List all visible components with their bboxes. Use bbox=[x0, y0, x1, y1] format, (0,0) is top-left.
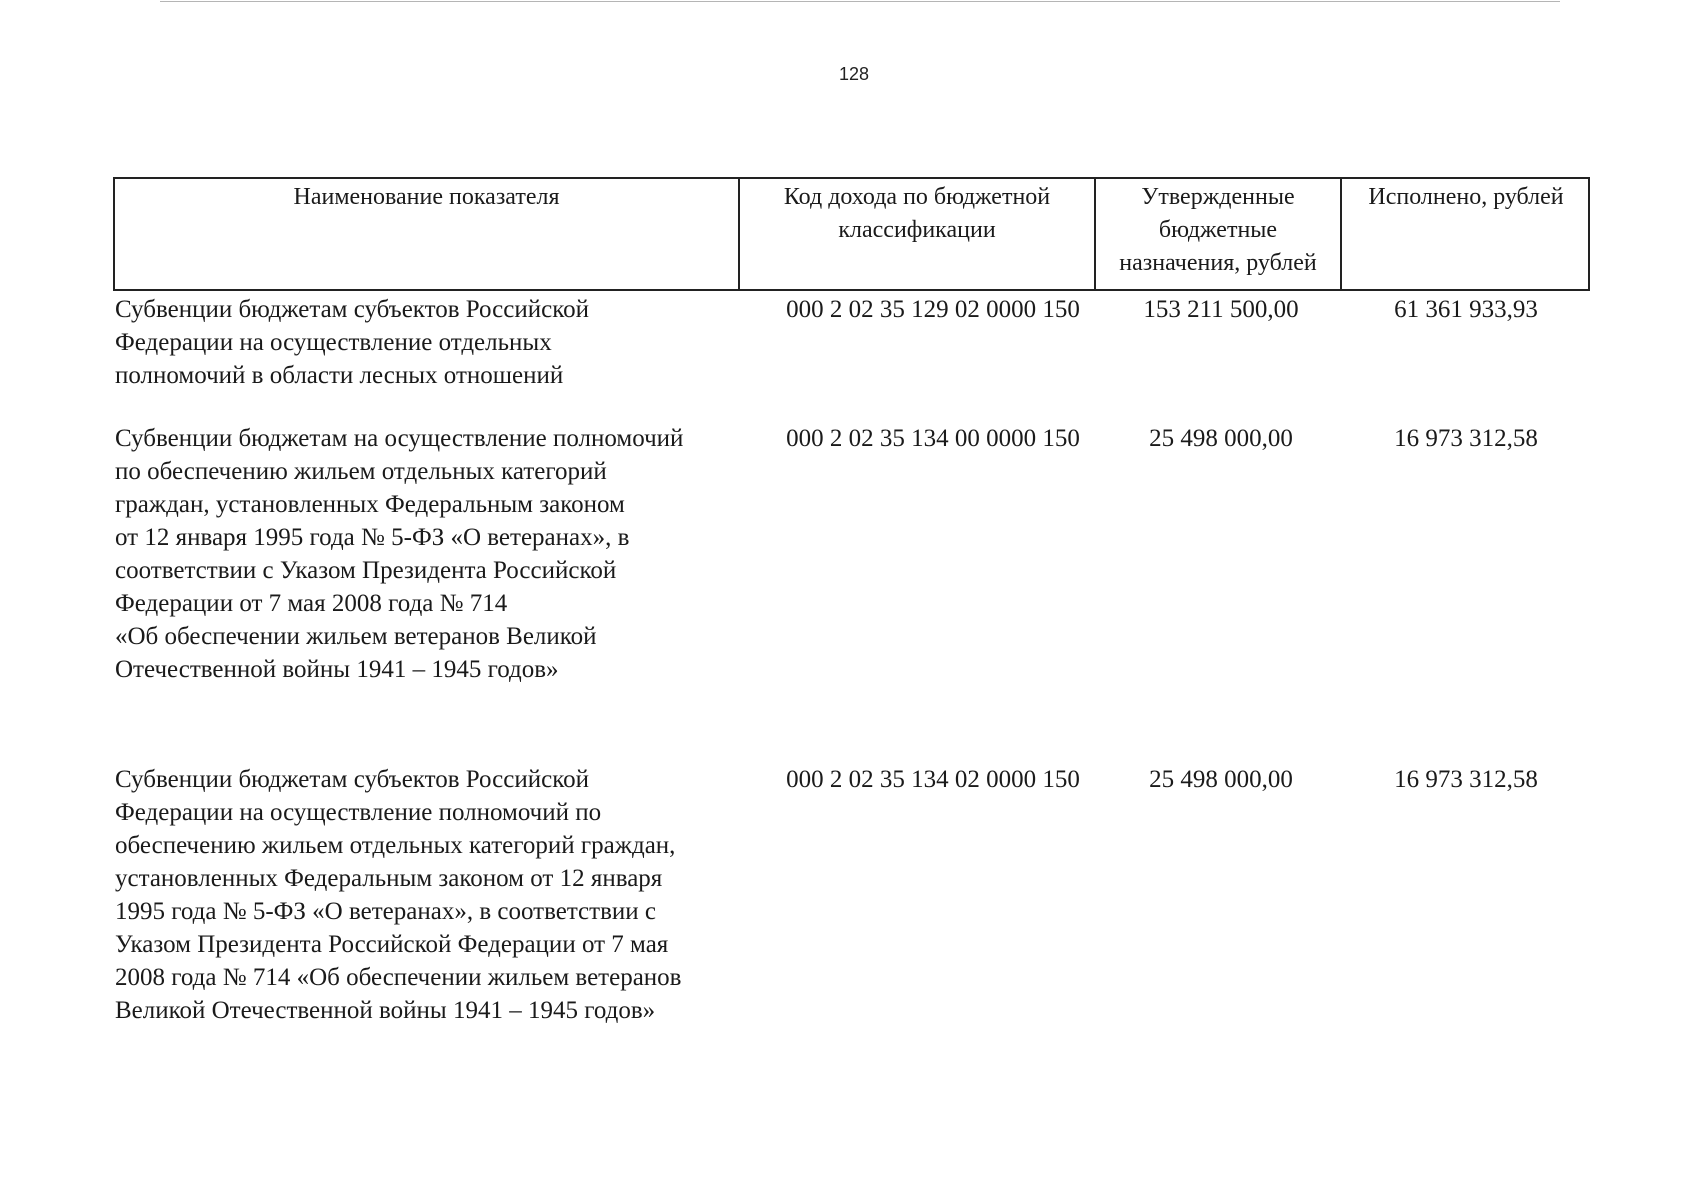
header-income-code-label: Код дохода по бюджетной классификации bbox=[783, 184, 1051, 243]
header-approved-budget bbox=[1096, 179, 1342, 289]
row-approved-amount: 25 498 000,00 bbox=[1149, 766, 1293, 793]
row-executed-amount: 16 973 312,58 bbox=[1394, 766, 1538, 793]
header-indicator-name bbox=[115, 179, 740, 289]
row-approved-amount: 25 498 000,00 bbox=[1149, 425, 1293, 452]
row-executed-amount: 16 973 312,58 bbox=[1394, 425, 1538, 452]
header-executed-label: Исполнено, рублей bbox=[1368, 184, 1564, 210]
table-header bbox=[113, 177, 1590, 291]
top-scan-rule bbox=[160, 1, 1560, 2]
row-approved-amount: 153 211 500,00 bbox=[1143, 296, 1299, 323]
page-number: 128 bbox=[838, 64, 870, 84]
header-executed bbox=[1342, 179, 1590, 289]
row-income-code: 000 2 02 35 134 02 0000 150 bbox=[786, 766, 1080, 793]
row-indicator-name: Субвенции бюджетам субъектов Российской Федерации на осуществление полномочий по обеспечению жильем отдельных категорий граждан, установленных Федеральным законом от 12 января 1995 года № 5-ФЗ «О ветеранах», в соответствии с Указом Президента Российской Федерации от 7 мая 2008 года № 714 «Об обеспечении жильем ветеранов Великой Отечественной войны 1941 – 1945 годов» bbox=[115, 766, 682, 1024]
row-indicator-name: Субвенции бюджетам на осуществление полномочий по обеспечению жильем отдельных категорий граждан, установленных Федеральным законом от 12 января 1995 года № 5-ФЗ «О ветеранах», в соответствии с Указом Президента Российской Федерации от 7 мая 2008 года № 714 «Об обеспечении жильем ветеранов Великой Отечественной войны 1941 – 1945 годов» bbox=[115, 425, 684, 683]
row-indicator-name: Субвенции бюджетам субъектов Российской Федерации на осуществление отдельных полномочий в области лесных отношений bbox=[115, 296, 589, 389]
row-income-code: 000 2 02 35 134 00 0000 150 bbox=[786, 425, 1080, 452]
header-income-code bbox=[740, 179, 1096, 289]
header-indicator-name-label: Наименование показателя bbox=[293, 184, 560, 210]
header-approved-budget-label: Утвержденные бюджетные назначения, рублей bbox=[1119, 184, 1317, 276]
row-executed-amount: 61 361 933,93 bbox=[1394, 296, 1538, 323]
row-income-code: 000 2 02 35 129 02 0000 150 bbox=[786, 296, 1080, 323]
